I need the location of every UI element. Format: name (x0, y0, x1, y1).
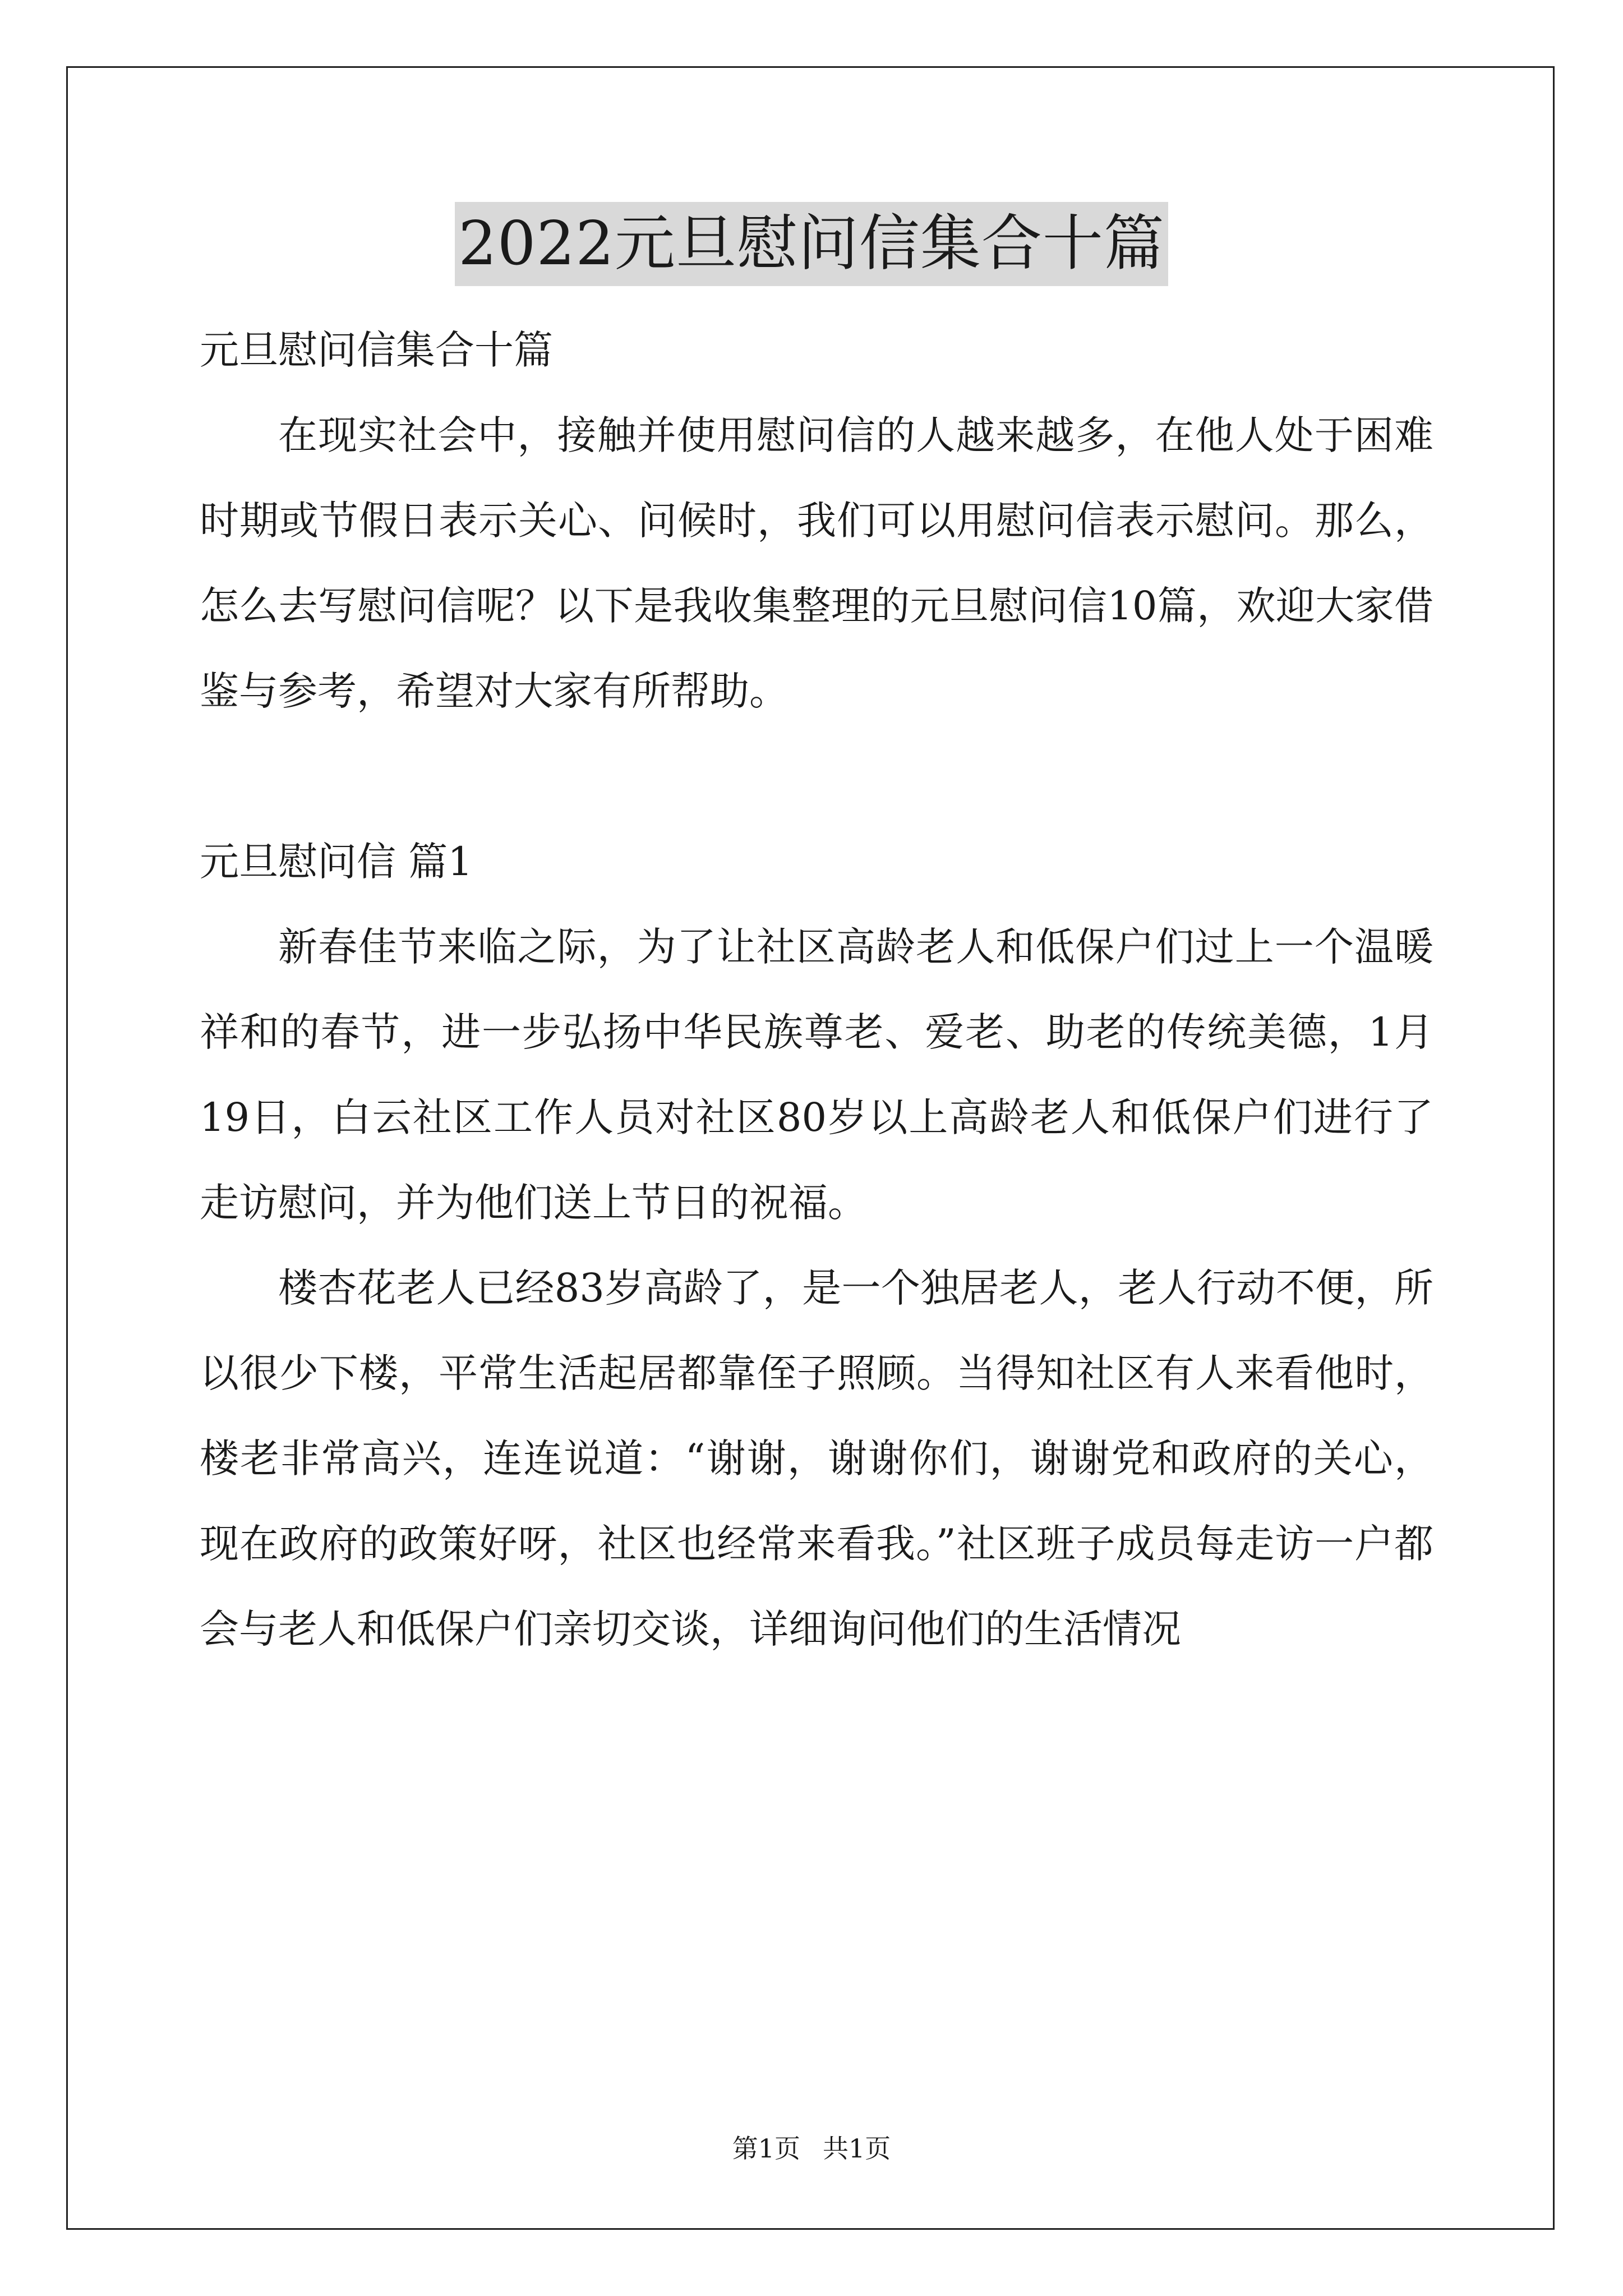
document-body (200, 307, 1433, 1672)
page-footer (0, 2132, 1623, 2165)
document-subtitle: 元旦慰问信集合十篇 (200, 327, 553, 373)
page-number: 第1页 (732, 2133, 800, 2164)
body-paragraph: 楼杏花老人已经83岁高龄了，是一个独居老人，老人行动不便，所以很少下楼，平常生活起居都靠侄子照顾。当得知社区有人来看他时，楼老非常高兴，连连说道：“谢谢，谢谢你们，谢谢党和政府的关心，现在政府的政策好呀，社区也经常来看我。”社区班子成员每走访一户都会与老人和低保户们亲切交谈，详细询问他们的生活情况 (200, 1265, 1433, 1652)
section-heading: 元旦慰问信 篇1 (200, 839, 473, 885)
section-gap (200, 734, 1433, 819)
body-paragraph: 新春佳节来临之际，为了让社区高龄老人和低保户们过上一个温暖祥和的春节，进一步弘扬中华民族尊老、爱老、助老的传统美德，1月19日，白云社区工作人员对社区80岁以上高龄老人和低保户们进行了走访慰问，并为他们送上节日的祝福。 (200, 924, 1433, 1226)
document-title: 2022元旦慰问信集合十篇 (455, 202, 1168, 286)
title-wrap (0, 202, 1623, 286)
page-total: 共1页 (823, 2133, 891, 2164)
intro-paragraph: 在现实社会中，接触并使用慰问信的人越来越多，在他人处于困难时期或节假日表示关心、问候时，我们可以用慰问信表示慰问。那么，怎么去写慰问信呢？以下是我收集整理的元旦慰问信10篇，欢迎大家借鉴与参考，希望对大家有所帮助。 (200, 412, 1433, 714)
